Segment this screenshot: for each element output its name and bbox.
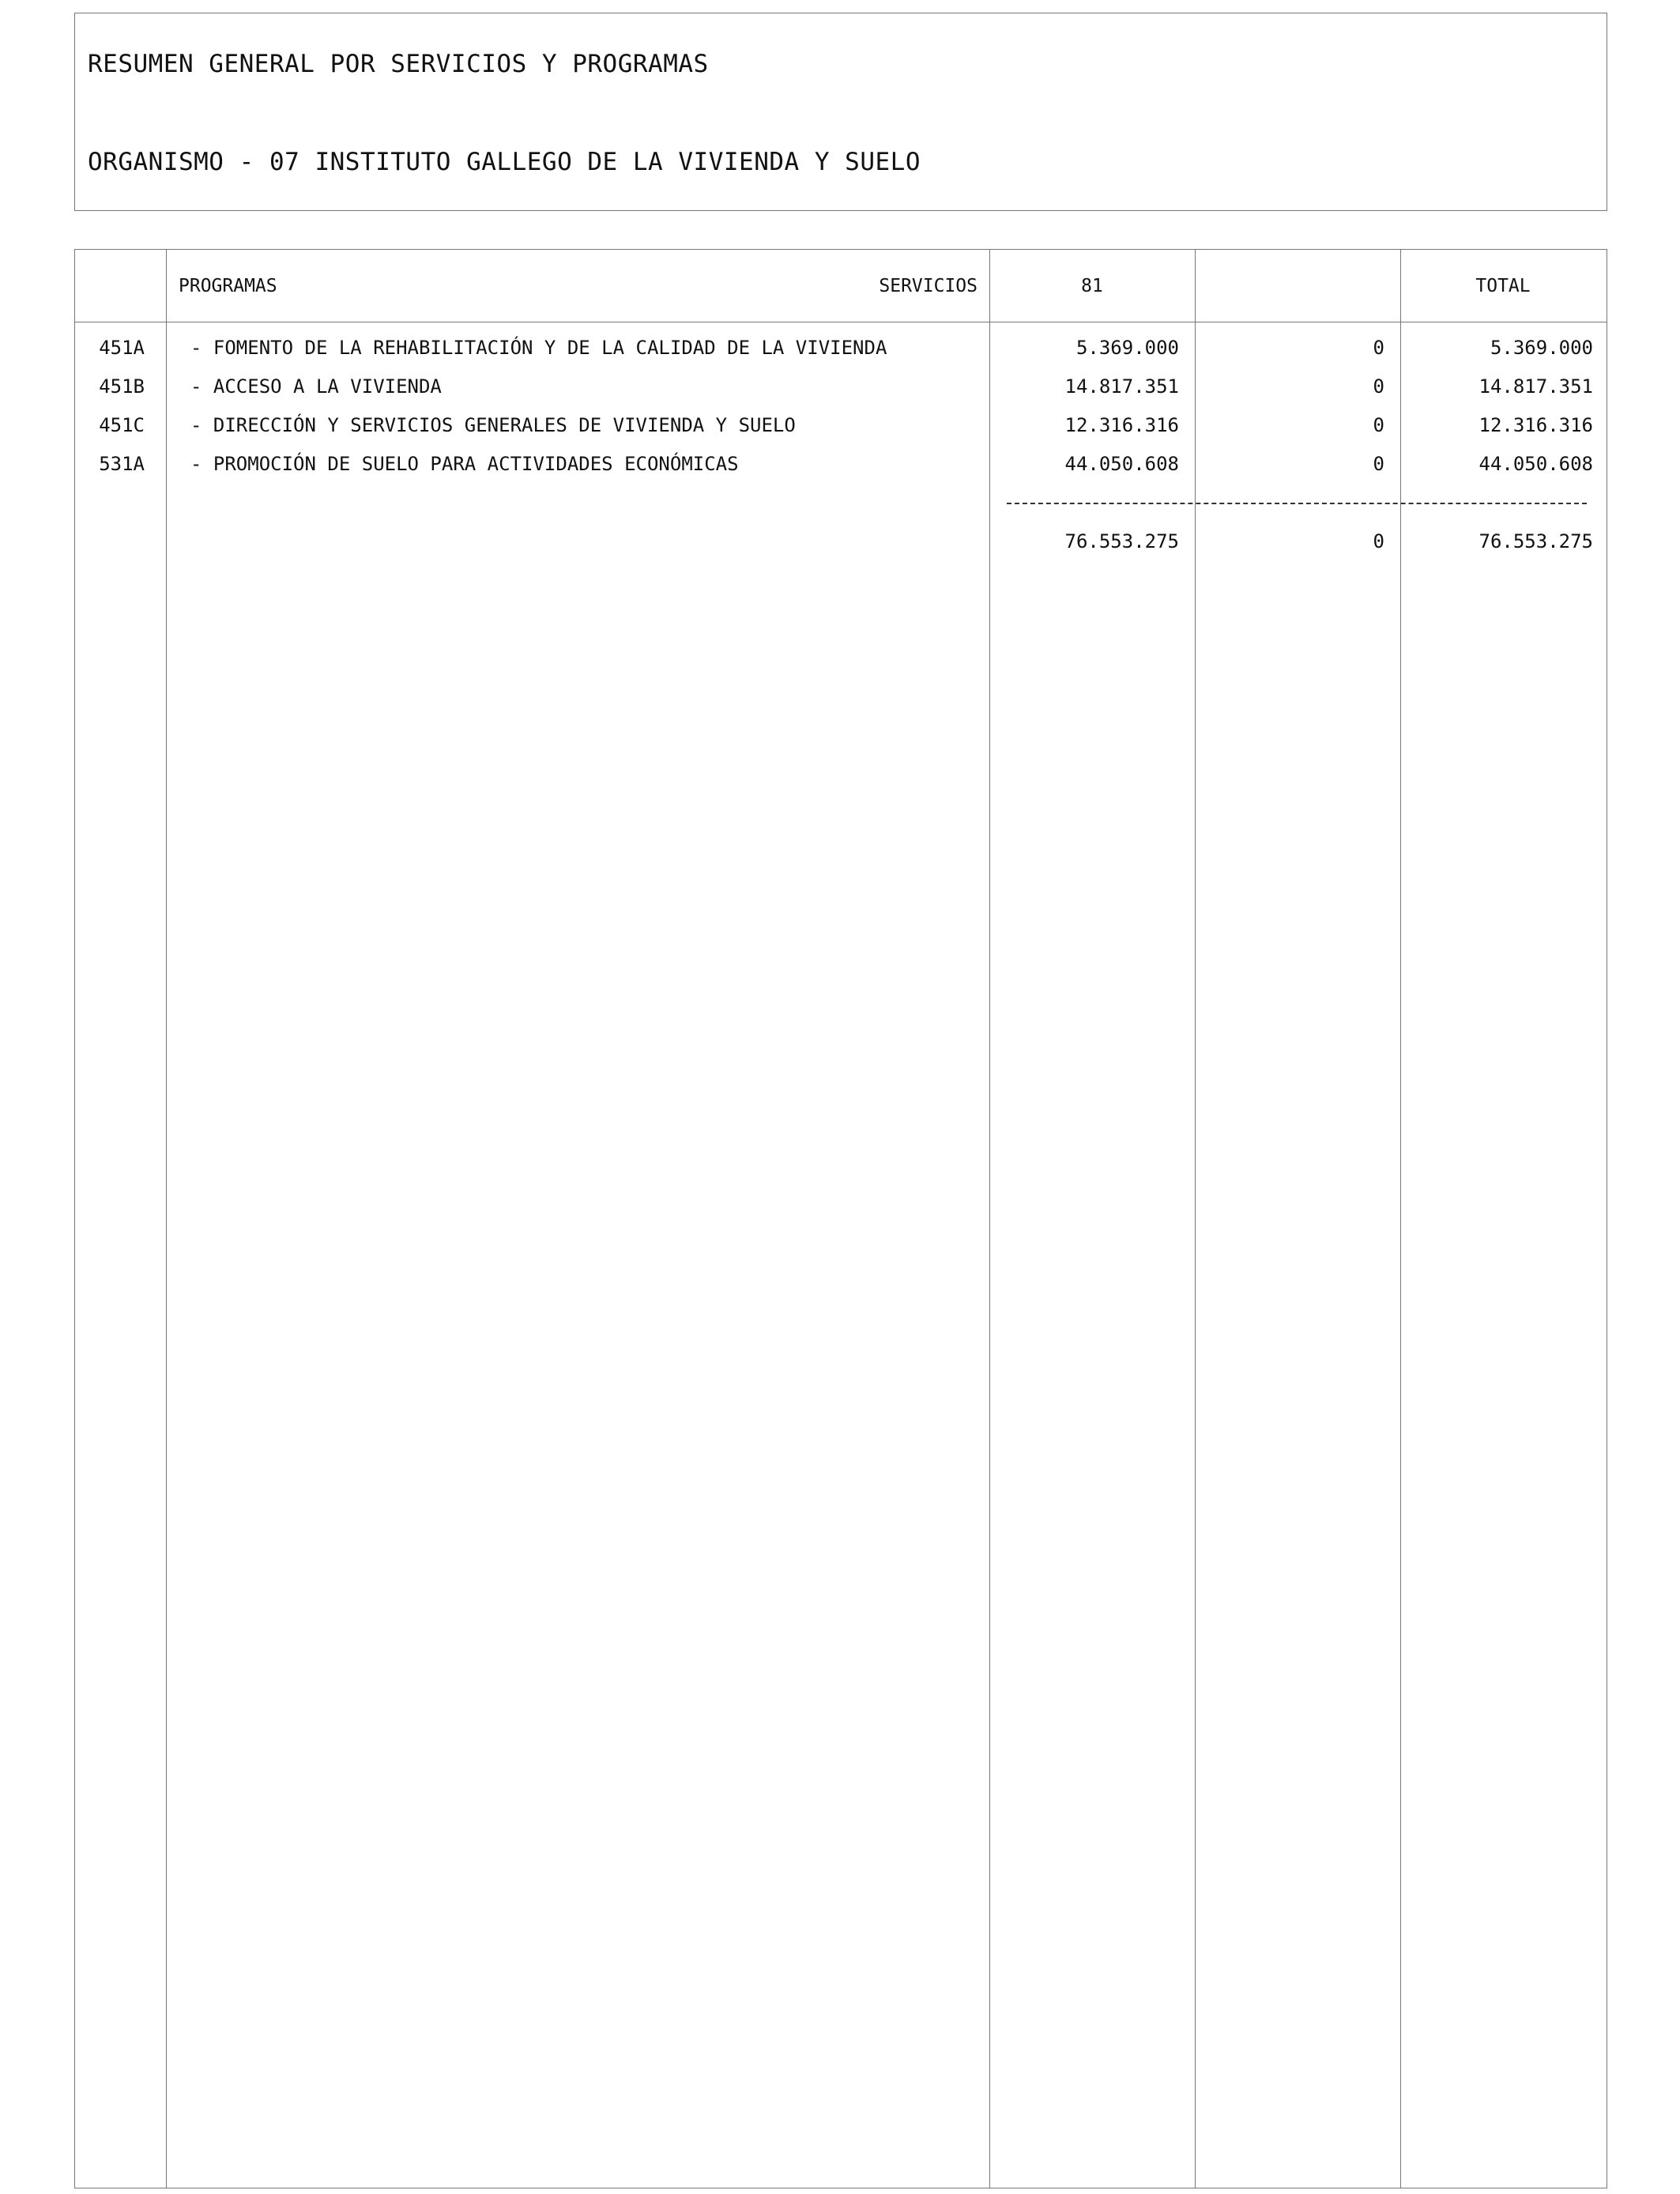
row-amount-total: 14.817.351 [1478, 375, 1593, 398]
header-service-81: 81 [1081, 276, 1103, 296]
total-amount-81: 76.553.275 [1064, 530, 1179, 552]
row-description: - DIRECCIÓN Y SERVICIOS GENERALES DE VIVIENDA Y SUELO [190, 414, 796, 436]
row-description: - PROMOCIÓN DE SUELO PARA ACTIVIDADES ECONÓMICAS [190, 453, 739, 475]
total-amount-other: 0 [1373, 530, 1384, 552]
row-code: 531A [99, 453, 145, 475]
row-amount-other: 0 [1373, 337, 1384, 359]
row-code: 451A [99, 337, 145, 359]
row-amount-other: 0 [1373, 414, 1384, 436]
row-amount-81: 44.050.608 [1064, 453, 1179, 475]
row-description: - FOMENTO DE LA REHABILITACIÓN Y DE LA CALIDAD DE LA VIVIENDA [190, 337, 887, 359]
organismo-title: ORGANISMO - 07 INSTITUTO GALLEGO DE LA VIVIENDA Y SUELO [88, 148, 921, 176]
header-servicios: SERVICIOS [879, 276, 977, 296]
row-amount-81: 14.817.351 [1064, 375, 1179, 398]
totals-separator [1007, 503, 1587, 504]
row-code: 451C [99, 414, 145, 436]
report-header [74, 13, 1607, 211]
row-amount-total: 12.316.316 [1478, 414, 1593, 436]
grand-total: 76.553.275 [1478, 530, 1593, 552]
row-amount-other: 0 [1373, 375, 1384, 398]
header-programas: PROGRAMAS [179, 276, 277, 296]
row-code: 451B [99, 375, 145, 398]
column-divider [166, 250, 167, 2188]
row-amount-total: 44.050.608 [1478, 453, 1593, 475]
row-amount-total: 5.369.000 [1490, 337, 1593, 359]
header-total: TOTAL [1475, 276, 1531, 296]
row-amount-other: 0 [1373, 453, 1384, 475]
row-description: - ACCESO A LA VIVIENDA [190, 375, 442, 398]
row-amount-81: 12.316.316 [1064, 414, 1179, 436]
row-amount-81: 5.369.000 [1075, 337, 1179, 359]
report-title: RESUMEN GENERAL POR SERVICIOS Y PROGRAMAS [88, 50, 709, 78]
summary-table [74, 249, 1607, 2188]
